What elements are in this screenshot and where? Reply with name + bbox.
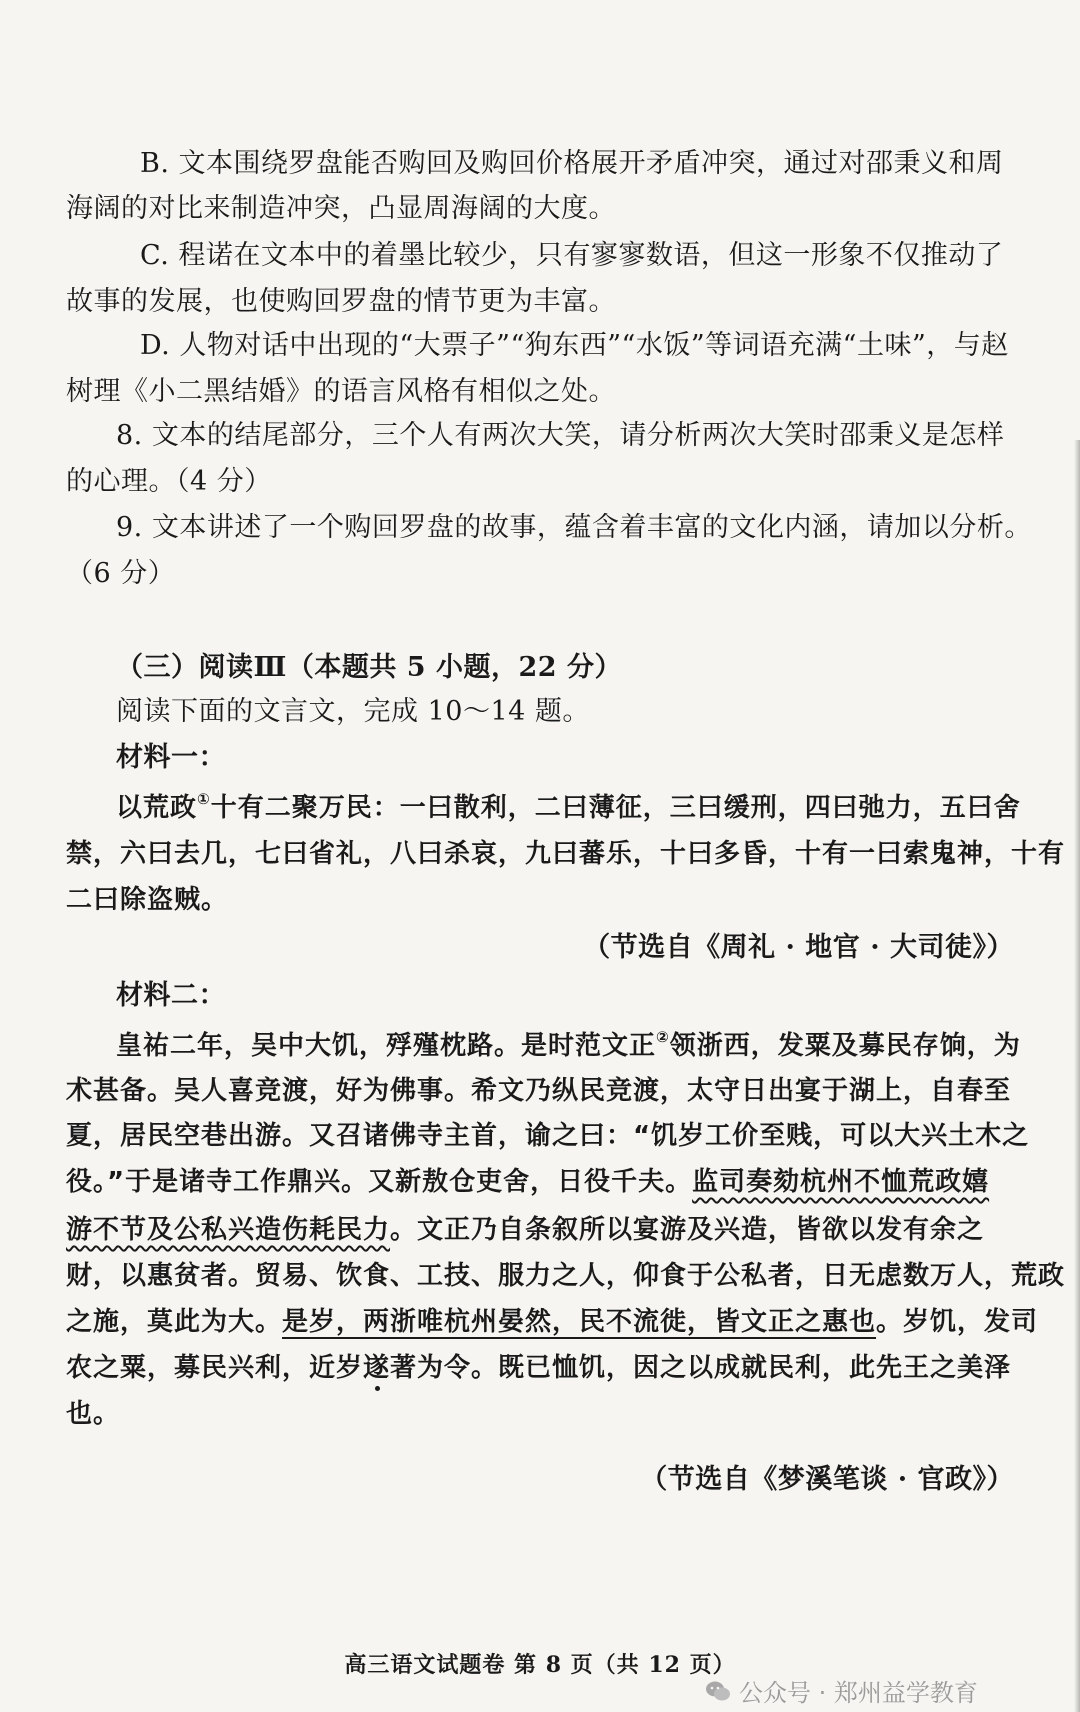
emphasized-character: 遂	[363, 1353, 391, 1383]
material-2-line1-pre: 皇祐二年，吴中大饥，殍殣枕路。是时范文正	[116, 1031, 657, 1061]
option-b-line2: 海阔的对比来制造冲突，凸显周海阔的大度。	[66, 193, 616, 224]
material-2-source: （节选自《梦溪笔谈 · 官政》）	[640, 1464, 1014, 1495]
material-2-line2: 术甚备。吴人喜竞渡，好为佛事。希文乃纵民竞渡，太守日出宴于湖上，自春至	[66, 1076, 1012, 1106]
material-2-line5	[66, 1212, 984, 1248]
option-c-line1: C. 程诺在文本中的着墨比较少，只有寥寥数语，但这一形象不仅推动了	[140, 240, 1004, 271]
scan-edge-shadow	[1074, 440, 1080, 1712]
option-d-line2: 树理《小二黑结婚》的语言风格有相似之处。	[66, 376, 616, 407]
material-2-line5-post: 。文正乃自条叙所以宴游及兴造，皆欲以发有余之	[390, 1215, 985, 1245]
material-2-line1	[116, 1028, 1021, 1064]
material-1-label: 材料一：	[116, 742, 226, 773]
material-2-line8	[66, 1350, 1011, 1386]
section-3-instruction: 阅读下面的文言文，完成 10～14 题。	[116, 696, 590, 727]
material-2-line6: 财，以惠贫者。贸易、饮食、工技、服力之人，仰食于公私者，日无虑数万人，荒政	[66, 1261, 1066, 1291]
footnote-1-mark: ①	[197, 790, 211, 808]
watermark-text: 公众号 · 郑州益学教育	[739, 1679, 978, 1707]
option-c-line2: 故事的发展，也使购回罗盘的情节更为丰富。	[66, 286, 616, 317]
option-b-line1: B. 文本围绕罗盘能否购回及购回价格展开矛盾冲突，通过对邵秉义和周	[140, 148, 1004, 179]
material-2-line3: 夏，居民空巷出游。又召诸佛寺主首，谕之曰：“饥岁工价至贱，可以大兴土木之	[66, 1121, 1030, 1151]
wavy-underlined-sentence-part1: 监司奏劾杭州不恤荒政嬉	[692, 1167, 990, 1197]
material-2-line7-post: 。岁饥，发司	[876, 1307, 1039, 1337]
material-2-line7-pre: 之施，莫此为大。	[66, 1307, 283, 1337]
wechat-icon	[705, 1680, 731, 1702]
material-2-line7	[66, 1304, 1038, 1340]
section-3-heading: （三）阅读Ⅲ（本题共 5 小题，22 分）	[116, 652, 622, 683]
footnote-2-mark: ②	[656, 1028, 670, 1046]
material-1-line3: 二曰除盗贼。	[66, 885, 229, 915]
material-1-source: （节选自《周礼 · 地官 · 大司徒》）	[583, 932, 1014, 963]
material-2-line8-pre: 农之粟，募民兴利，近岁	[66, 1353, 364, 1383]
material-2-line9: 也。	[66, 1399, 121, 1429]
material-2-line1-post: 领浙西，发粟及募民存饷，为	[669, 1031, 1021, 1061]
material-2-line4	[66, 1164, 989, 1200]
watermark	[705, 1673, 978, 1708]
material-1-line1-pre: 以荒政	[116, 793, 198, 823]
page-footer: 高三语文试题卷 第 8 页（共 12 页）	[344, 1652, 736, 1678]
material-2-line8-post: 著为令。既已恤饥，因之以成就民利，此先王之美泽	[390, 1353, 1012, 1383]
material-1-line1	[116, 790, 1021, 826]
underlined-sentence: 是岁，两浙唯杭州晏然，民不流徙，皆文正之惠也	[282, 1307, 877, 1337]
material-1-line1-post: 十有二聚万民：一曰散利，二曰薄征，三曰缓刑，四曰弛力，五曰舍	[210, 793, 1021, 823]
option-d-line1: D. 人物对话中出现的“大票子”“狗东西”“水饭”等词语充满“土味”，与赵	[140, 330, 1009, 361]
material-2-label: 材料二：	[116, 980, 226, 1011]
question-9-line2: （6 分）	[66, 558, 176, 589]
question-8-line1: 8. 文本的结尾部分，三个人有两次大笑，请分析两次大笑时邵秉义是怎样	[116, 420, 1005, 451]
question-8-line2: 的心理。（4 分）	[66, 466, 272, 497]
wavy-underlined-sentence-part2: 游不节及公私兴造伤耗民力	[66, 1215, 391, 1245]
material-1-line2: 禁，六曰去几，七曰省礼，八曰杀哀，九曰蕃乐，十曰多昏，十有一曰索鬼神，十有	[66, 839, 1066, 869]
material-2-line4-pre: 役。”于是诸寺工作鼎兴。又新敖仓吏舍，日役千夫。	[66, 1167, 693, 1197]
question-9-line1: 9. 文本讲述了一个购回罗盘的故事，蕴含着丰富的文化内涵，请加以分析。	[116, 512, 1032, 543]
